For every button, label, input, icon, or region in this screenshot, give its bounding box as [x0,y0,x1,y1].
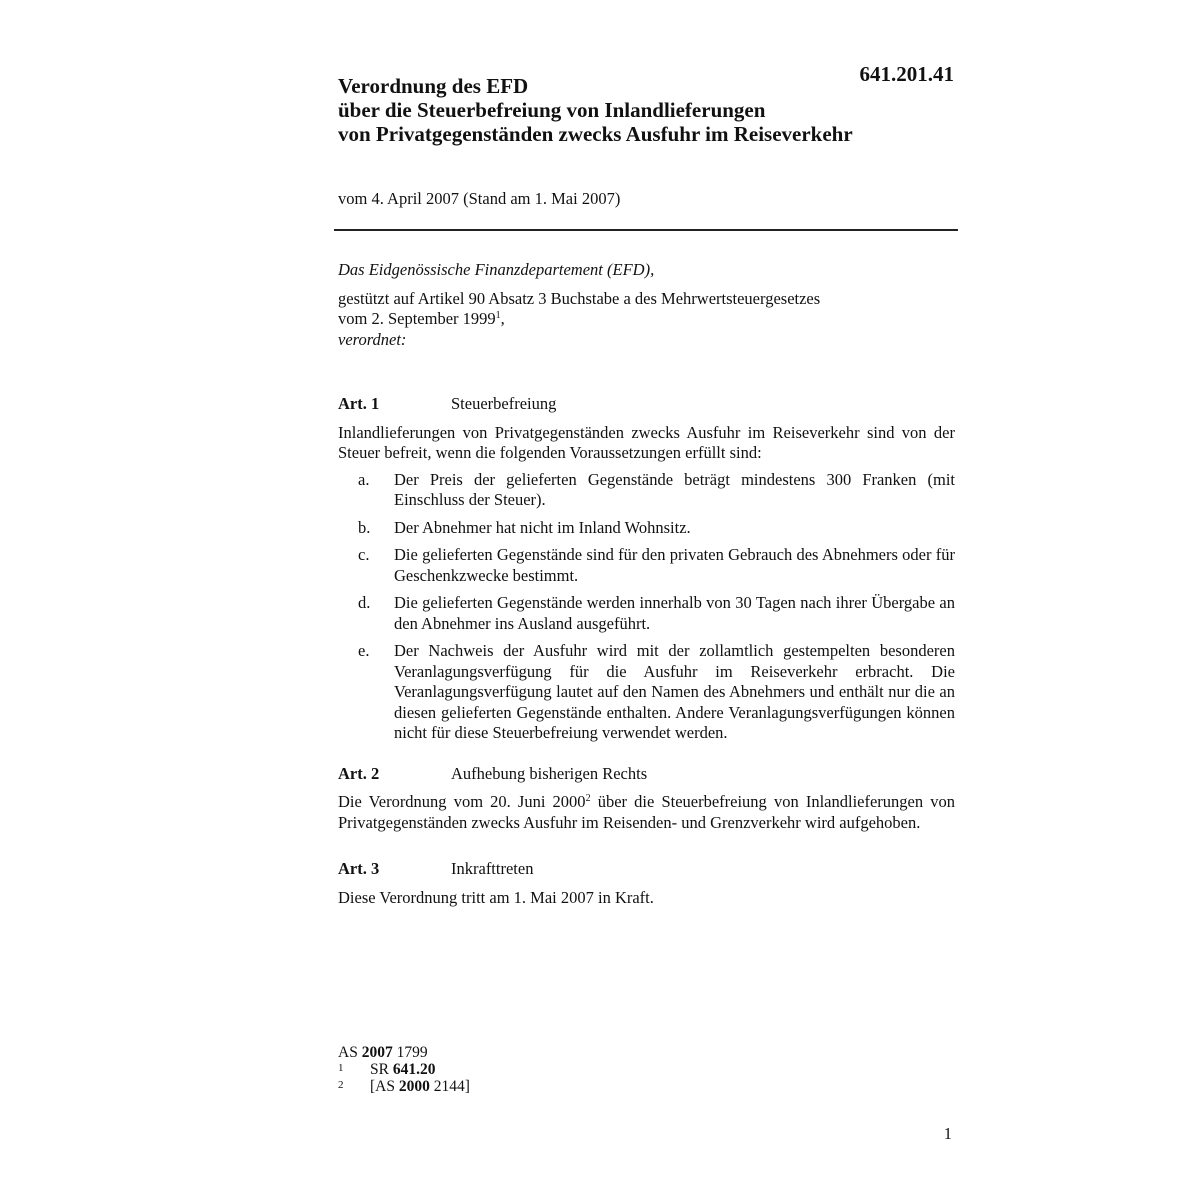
list-item-text: Der Abnehmer hat nicht im Inland Wohnsitz. [394,517,691,537]
as-prefix: AS [338,1044,362,1061]
article-title: Inkrafttreten [451,859,534,878]
list-item [338,470,955,511]
article-text-end: über die Steuerbefreiung von Inlandlieferungen von Privatgegenständen zwecks Ausfuhr im Reisenden- und Grenzverkehr wird aufgehoben. [338,792,955,832]
fn2-prefix: [AS [370,1078,399,1095]
footnote-2 [338,1078,470,1095]
as-year: 2007 [361,1044,393,1061]
list-item [338,518,955,539]
list-item-text: Der Nachweis der Ausfuhr wird mit der zollamtlich gestempelten besonderen Veranlagungsverfügung für die Ausfuhr im Reiseverkehr erbracht. Die Veranlagungsverfügung lautet auf den Namen des Abnehmers und enthält nur die an diesen gelieferten Gegenstände enthalten. Andere Veranlagungsverfügungen können nicht für diese Steuerbefreiung verwendet werden. [394,641,955,742]
sr-number: 641.201.41 [859,62,954,86]
article-text: Diese Verordnung tritt am 1. Mai 2007 in Kraft. [338,887,654,907]
preamble-basis-line1: gestützt auf Artikel 90 Absatz 3 Buchstabe a des Mehrwertsteuergesetzes [338,288,821,308]
footnote-mark: 2 [338,1079,344,1091]
list-item-label: a. [358,469,370,489]
header-divider [334,229,958,231]
title-line: von Privatgegenständen zwecks Ausfuhr im Reiseverkehr [338,122,853,146]
preamble-authority: Das Eidgenössische Finanzdepartement (EFD), [338,260,655,279]
preamble [338,260,958,350]
article-number: Art. 3 [338,859,380,878]
date-line: vom 4. April 2007 (Stand am 1. Mai 2007) [338,189,621,208]
preamble-basis-end: , [500,309,505,328]
footnote-ref-1[interactable]: 1 [495,310,501,321]
as-page: 1799 [392,1044,428,1061]
preamble-basis-line2: vom 2. September 1999 [338,309,496,328]
article-text [338,792,955,833]
list-item-text: Die gelieferten Gegenstände sind für den privaten Gebrauch des Abnehmers oder für Geschenkzwecke bestimmt. [394,545,955,585]
title-line: über die Steuerbefreiung von Inlandlieferungen [338,98,766,122]
fn1-number: 641.20 [392,1061,436,1078]
list-item-text: Der Preis der gelieferten Gegenstände beträgt mindestens 300 Franken (mit Einschluss der Steuer). [394,469,955,509]
list-item-label: c. [358,545,370,564]
list-item [338,593,955,634]
preamble-basis [338,289,958,330]
list-item-label: d. [358,593,371,612]
list-item [338,641,955,744]
article-heading [338,764,955,785]
list-item-text: Die gelieferten Gegenstände werden innerhalb von 30 Tagen nach ihrer Übergabe an den Abnehmer ins Ausland ausgeführt. [394,593,955,633]
document-title [338,74,958,146]
fn2-suffix: 2144] [429,1078,470,1095]
article-2 [338,764,955,834]
list-item-label: b. [358,517,371,537]
article-text: Inlandlieferungen von Privatgegenständen zwecks Ausfuhr im Reiseverkehr sind von der Steuer befreit, wenn die folgenden Voraussetzungen erfüllt sind: [338,422,955,462]
footnote-text [370,1061,435,1078]
fn2-year: 2000 [398,1078,430,1095]
list-item [338,545,955,586]
article-title: Steuerbefreiung [451,394,557,413]
article-text-start: Die Verordnung vom 20. Juni 2000 [338,792,586,811]
article-heading [338,859,955,880]
condition-list [338,470,955,744]
fn1-prefix: SR [370,1061,393,1078]
article-3 [338,859,955,908]
footnotes [338,1044,470,1095]
footnote-1 [338,1061,470,1078]
title-line: Verordnung des EFD [338,74,529,98]
article-number: Art. 2 [338,763,380,783]
official-collection-ref [338,1044,470,1061]
article-1 [338,394,955,744]
page-number: 1 [943,1124,952,1143]
articles [338,394,955,908]
article-heading [338,394,955,415]
article-title: Aufhebung bisherigen Rechts [451,763,648,783]
preamble-decree: verordnet: [338,329,407,349]
footnote-text [370,1078,470,1095]
footnote-ref-2[interactable]: 2 [585,793,591,804]
article-number: Art. 1 [338,394,380,413]
list-item-label: e. [358,641,370,660]
footnote-mark: 1 [338,1062,344,1074]
